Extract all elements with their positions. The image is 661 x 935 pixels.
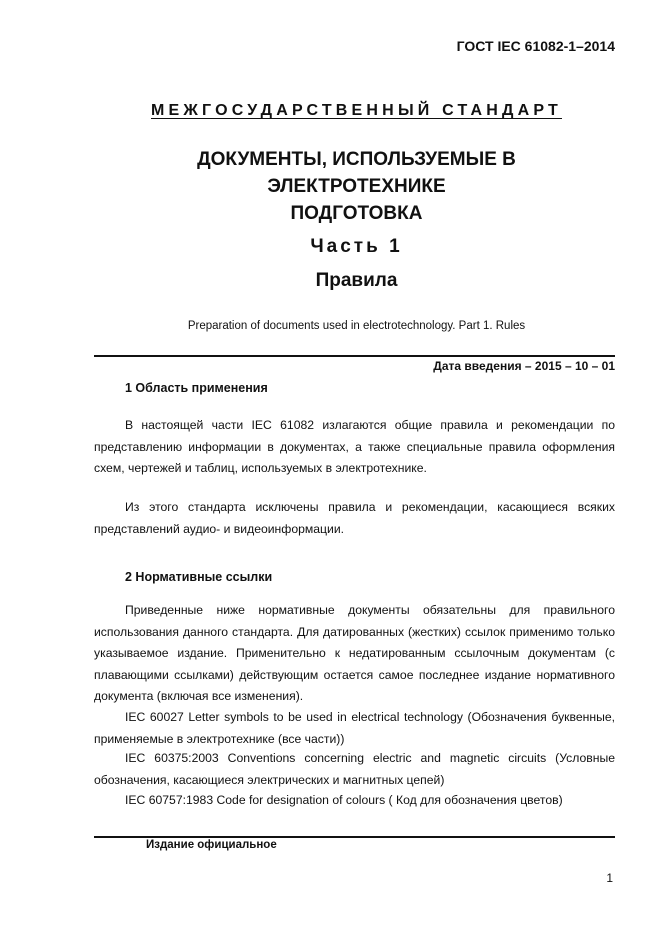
english-title: Preparation of documents used in electrotechnology. Part 1. Rules [187, 320, 526, 332]
page-number: 1 [606, 871, 613, 885]
top-divider [94, 355, 615, 357]
section-heading-references: 2 Нормативные ссылки [125, 570, 273, 584]
document-code: ГОСТ IEC 61082-1–2014 [456, 38, 615, 54]
reference-item: IEC 60757:1983 Code for designation of colours ( Код для обозначения цветов) [125, 793, 563, 807]
scope-paragraph-1: В настоящей части IEC 61082 излагаются общие правила и рекомендации по представлению информации в документах, а также специальные правила оформления схем, чертежей и таблиц, используемых в электротехнике. [94, 418, 615, 475]
references-paragraph: Приведенные ниже нормативные документы обязательны для правильного использования данного стандарта. Для датированных (жестких) ссылок применимо только указываемое издание. Применительно к недатированным ссылочным документам (с плавающими ссылками) действующим остается самое последнее издание нормативного документа (включая все изменения). [94, 603, 615, 703]
introduction-date: Дата введения – 2015 – 10 – 01 [433, 359, 615, 373]
title-line-3: ПОДГОТОВКА [290, 203, 423, 224]
title-line-1: ДОКУМЕНТЫ, ИСПОЛЬЗУЕМЫЕ В [197, 149, 516, 170]
reference-item: IEC 60027 Letter symbols to be used in electrical technology (Обозначения буквенные, применяемые в электротехнике (все части)) [94, 710, 615, 746]
reference-item: IEC 60375:2003 Conventions concerning electric and magnetic circuits (Условные обозначения, касающиеся электрических и магнитных цепей) [94, 751, 615, 787]
section-heading-scope: 1 Область применения [125, 381, 268, 395]
title-line-2: ЭЛЕКТРОТЕХНИКЕ [267, 176, 446, 197]
interstate-standard-label: МЕЖГОСУДАРСТВЕННЫЙ СТАНДАРТ [151, 102, 562, 119]
edition-label: Издание официальное [146, 839, 277, 851]
scope-paragraph-2: Из этого стандарта исключены правила и рекомендации, касающиеся всяких представлений аудио- и видеоинформации. [94, 500, 615, 536]
part-label: Часть 1 [310, 236, 403, 257]
bottom-divider [94, 836, 615, 838]
part-subtitle: Правила [315, 270, 398, 291]
document-title [0, 146, 661, 227]
